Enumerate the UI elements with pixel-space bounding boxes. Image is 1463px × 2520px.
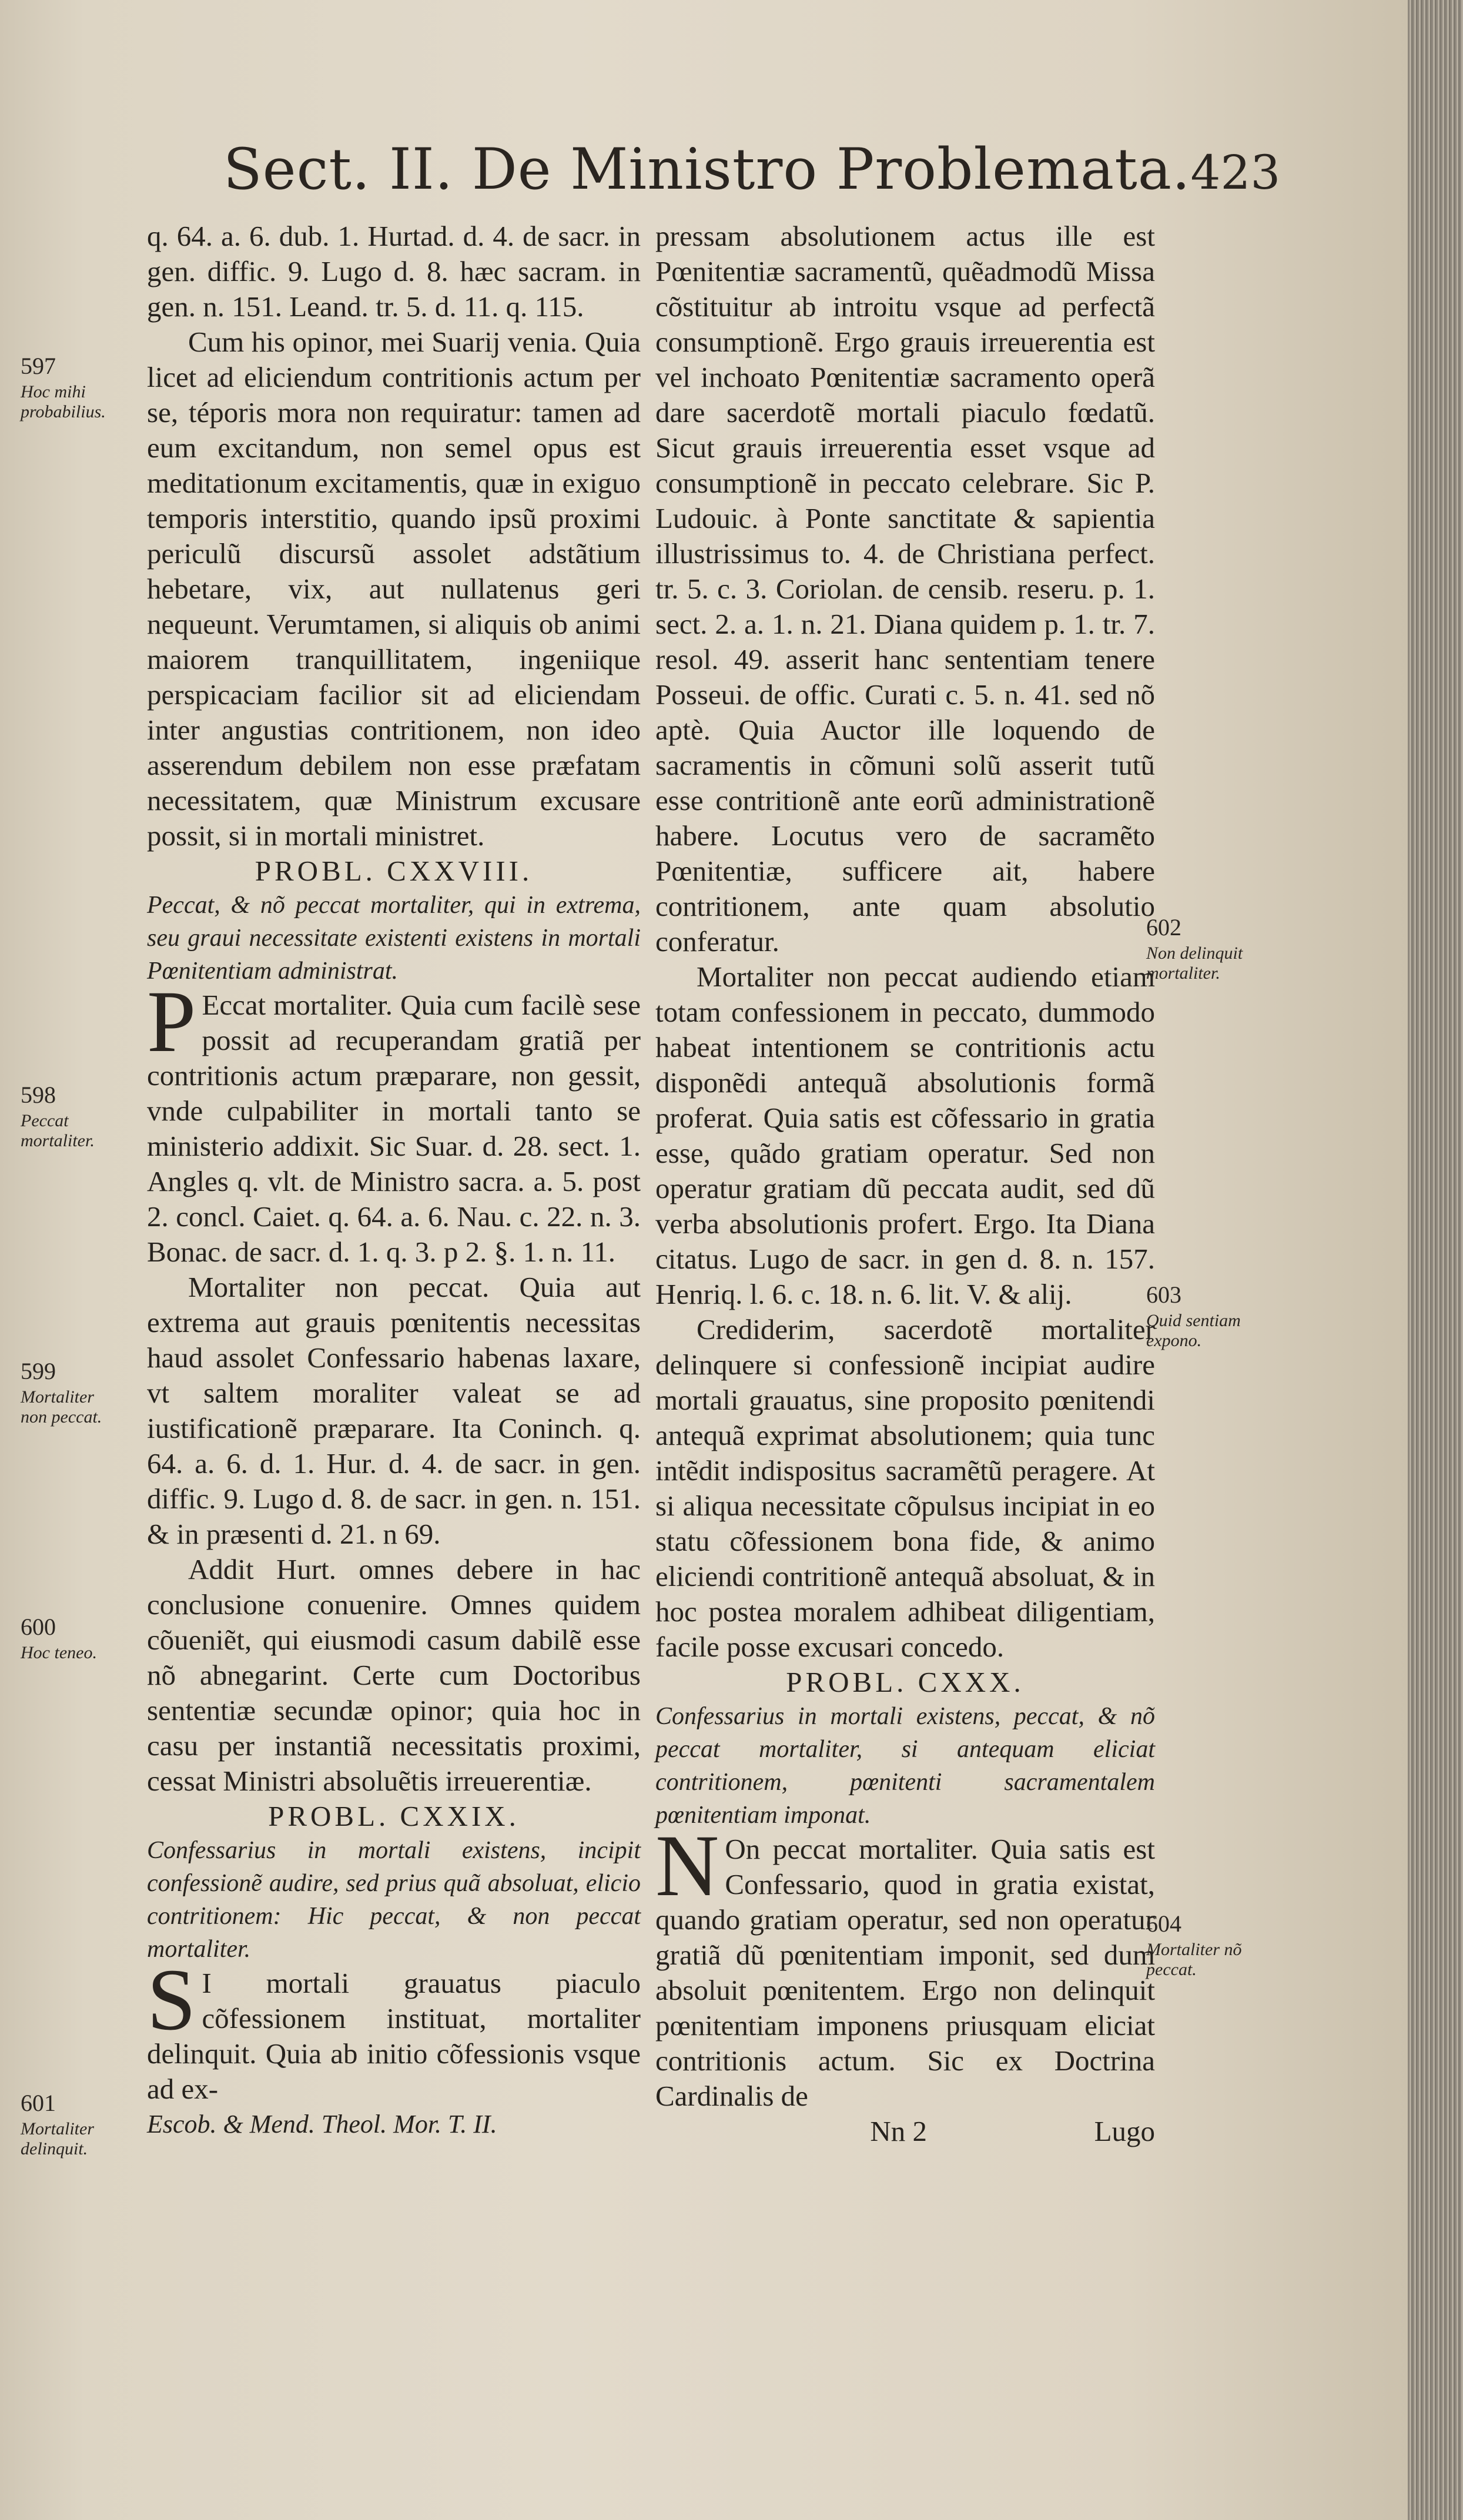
paragraph-text: Eccat mortaliter. Quia cum facilè sese possit ad recuperandam gratiã per contritionis actum præparare, non gessit, vnde culpabiliter in mortali tanto se ministerio addixit. Sic Suar. d. 28. sect. 1. Angles q. vlt. de Ministro sacra. a. 5. post 2. concl. Caiet. q. 64. a. 6. Nau. c. 22. n. 3. Bonac. de sacr. d. 1. q. 3. p 2. §. 1. n. 11. — [147, 989, 641, 1268]
margin-note — [21, 2090, 120, 2159]
problem-summary: Confessarius in mortali existens, incipit confessionẽ audire, sed prius quã absoluat, elicio contritionem: Hic peccat, & non peccat mortaliter. — [147, 1837, 641, 1963]
margin-note-text: Non delinquit mortaliter. — [1146, 943, 1243, 983]
paragraph — [147, 1951, 641, 2107]
margin-note-text: Hoc teneo. — [21, 1643, 97, 1662]
paragraph: Cum his opinor, mei Suarij venia. Quia licet ad eliciendum contritionis actum per se, téporis mora non requiratur: tamen ad eum excitandum, non semel opus est meditationum excitamentis, quæ in exiguo temporis interstitio, quando ipsũ proximi periculũ discursũ assolet adstãtium hebetare, vix, aut nullatenus geri nequeunt. Verumtamen, si aliquis ob animi maiorem tranquillitatem, ingeniique perspicaciam facilior sit ad eliciendam inter angustias contritionem, non ideo asserendum debilem non esse præfatam necessitatem, quæ Ministrum excusare possit, si in mortali ministret. — [147, 326, 641, 852]
paragraph: q. 64. a. 6. dub. 1. Hurtad. d. 4. de sacr. in gen. diffic. 9. Lugo d. 8. hæc sacram. in gen. n. 151. Leand. tr. 5. d. 11. q. 115. — [147, 220, 641, 323]
problem-heading: PROBL. CXXIX. — [268, 1800, 520, 1832]
paragraph: pressam absolutionem actus ille est Pœnitentiæ sacramentũ, quẽadmodũ Missa cõstituitur ab introitu vsque ad perfectã consumptionẽ. Ergo grauis irreuerentia est vel inchoato Pœnitentiæ sacramento operã dare sacerdotẽ mortali piaculo fœdatũ. Sicut grauis irreuerentia esset vsque ad consumptionẽ in peccato celebrare. Sic P. Ludouic. à Ponte sanctitate & sapientia illustrissimus to. 4. de Christiana perfect. tr. 5. c. 3. Coriolan. de censib. reseru. p. 1. sect. 2. a. 1. n. 21. Diana quidem p. 1. tr. 7. resol. 49. asserit hanc sententiam tenere Posseui. de offic. Curati c. 5. n. 41. sed nõ aptè. Quia Auctor ille loquendo de sacramentis in cõmuni solũ asserit tutũ esse contritionẽ ante eorũ administrationẽ habere. Locutus vero de sacramẽto Pœnitentiæ, sufficere ait, habere contritionem, ante quam absolutio conferatur. — [655, 220, 1155, 958]
margin-note-number: 600 — [21, 1614, 56, 1640]
margin-note-number: 597 — [21, 353, 56, 379]
paragraph-text: I mortali grauatus piaculo cõfessionem instituat, mortaliter delinquit. Quia ab initio cõfessionis vsque ad ex- — [147, 1967, 641, 2105]
paragraph — [147, 973, 641, 1270]
paragraph: Mortaliter non peccat. Quia aut extrema aut grauis pœnitentis necessitas haud assolet Confessario habenas laxare, vt saltem moraliter valeat se ad iustificationẽ præparare. Ita Coninch. q. 64. a. 6. d. 1. Hur. d. 4. de sacr. in gen. diffic. 9. Lugo d. 8. de sacr. in gen. n. 151. & in præsenti d. 21. n 69. — [147, 1271, 641, 1550]
problem-heading: PROBL. CXXX. — [786, 1666, 1025, 1698]
margin-note — [21, 1082, 120, 1151]
paragraph-text: On peccat mortaliter. Quia satis est Confessario, quod in gratia existat, quando gratiam operatur, sed non operatur gratiã dũ pœnitentiam imponit, sed dum absoluit pœnitentem. Ergo non delinquit pœnitentiam imponens priusquam eliciat contritionis actum. Sic ex Doctrina Cardinalis de — [655, 1833, 1155, 2112]
margin-note-text: Peccat mortaliter. — [21, 1111, 95, 1150]
problem-summary: Peccat, & nõ peccat mortaliter, qui in extrema, seu graui necessitate existenti existens in mortali Pœnitentiam administrat. — [147, 892, 641, 985]
paragraph: Addit Hurt. omnes debere in hac conclusione conuenire. Omnes quidem cõueniẽt, qui eiusmodi casum dabilẽ esse nõ abnegarint. Certe cum Doctoribus sententiæ secundæ opinor; quia hoc in casu per instantiã necessitatis proximi, cessat Ministri absoluẽtis irreuerentiæ. — [147, 1553, 641, 1797]
drop-cap: S — [147, 1951, 196, 2049]
margin-note-text: Mortaliter delinquit. — [21, 2119, 94, 2158]
margin-note-number: 603 — [1146, 1281, 1181, 1308]
right-column — [655, 219, 1155, 2149]
problem-summary: Confessarius in mortali existens, peccat, & nõ peccat mortaliter, si antequam eliciat contritionem, pœnitenti sacramentalem pœnitentiam imponat. — [655, 1703, 1155, 1829]
margin-note — [1146, 1281, 1246, 1351]
margin-note-text: Mortaliter non peccat. — [21, 1387, 102, 1427]
problem-heading: PROBL. CXXVIII. — [255, 855, 533, 887]
drop-cap: P — [147, 973, 196, 1070]
margin-note-number: 598 — [21, 1082, 56, 1108]
drop-cap: N — [655, 1817, 719, 1915]
paragraph: Mortaliter non peccat audiendo etiam totam confessionem in peccato, dummodo habeat intentionem se contritionis actu disponẽdi antequã absolutionis formã proferat. Quia satis est cõfessario in gratia esse, quãdo gratiam operatur. Sed non operatur gratiam dũ peccata audit, sed dũ verba absolutionis profert. Ergo. Ita Diana citatus. Lugo de sacr. in gen d. 8. n. 157. Henriq. l. 6. c. 18. n. 6. lit. V. & alij. — [655, 961, 1155, 1310]
margin-note-number: 599 — [21, 1358, 56, 1384]
signature-footer: Escob. & Mend. Theol. Mor. T. II. — [147, 2110, 497, 2139]
margin-note — [1146, 914, 1246, 983]
catchword: Lugo — [1094, 2115, 1155, 2147]
margin-note — [21, 353, 120, 422]
margin-note-number: 604 — [1146, 1910, 1181, 1937]
paragraph: Crediderim, sacerdotẽ mortaliter delinquere si confessionẽ incipiat audire mortali grauatus, sine proposito pœnitendi antequã exprimat absolutionem; quia tunc intẽdit indispositus sacramẽtũ peragere. At si aliqua necessitate cõpulsus incipiat in eo statu cõfessionem bona fide, & animo eliciendi contritionẽ antequã absoluat, & in hoc postea moralem adhibeat diligentiam, facile posse excusari concedo. — [655, 1313, 1155, 1663]
signature-line — [655, 2114, 1155, 2149]
signature-mark: Nn 2 — [870, 2115, 928, 2147]
margin-note-number: 601 — [21, 2090, 56, 2116]
margin-note-text: Mortaliter nõ peccat. — [1146, 1940, 1242, 1979]
margin-note-text: Hoc mihi probabilius. — [21, 382, 106, 421]
running-head — [223, 136, 1281, 213]
left-column — [147, 219, 641, 2142]
margin-note — [1146, 1910, 1246, 1980]
running-title: Sect. II. De Ministro Problemata. — [223, 136, 1191, 202]
paragraph — [655, 1817, 1155, 2114]
margin-note — [21, 1358, 120, 1427]
margin-note — [21, 1614, 120, 1663]
page-number: 423 — [1190, 145, 1281, 200]
page-edges — [1408, 0, 1463, 2520]
margin-note-text: Quid sentiam expono. — [1146, 1311, 1241, 1350]
margin-note-number: 602 — [1146, 914, 1181, 941]
